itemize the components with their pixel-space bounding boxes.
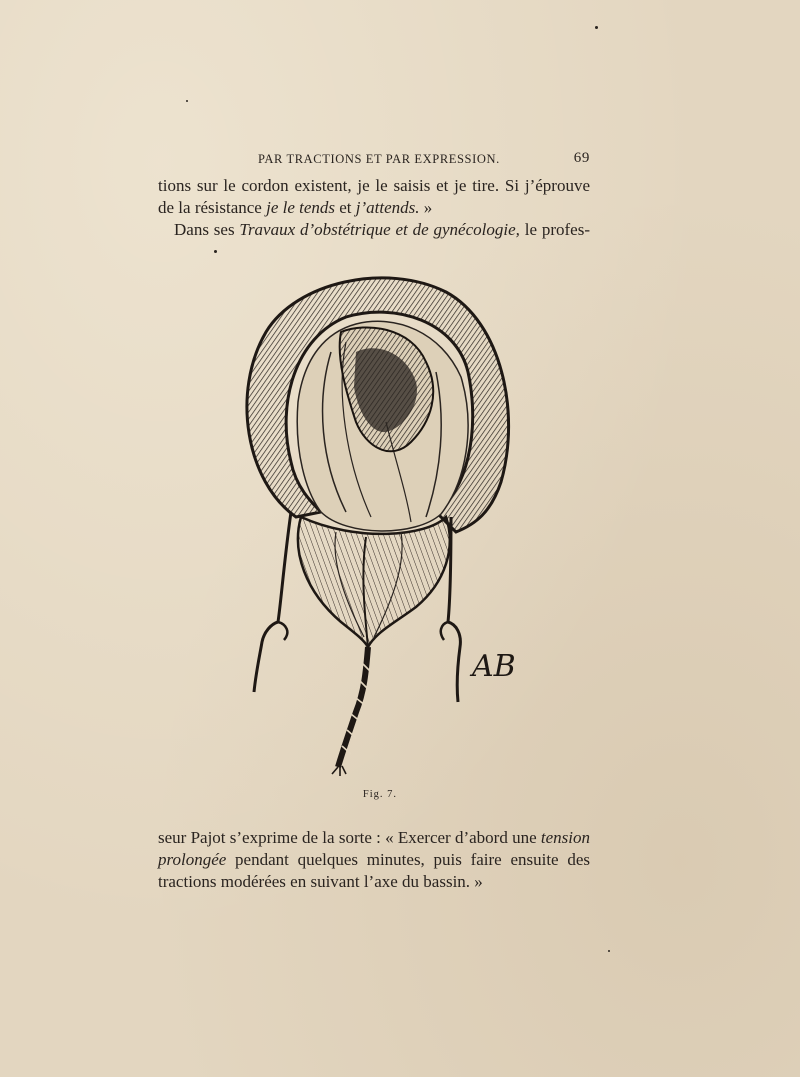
text-run: » [419,198,433,217]
figure-caption: Fig. 7. [362,789,398,800]
bottom-paragraph [158,827,590,893]
italic-run: j’attends. [355,198,420,217]
text-run: seur Pajot s’exprime de la sorte : « Exercer d’abord une [158,828,541,847]
text-run: tions sur le cordon existent, je le saisis et je tire. Si j’éprouve [158,176,590,195]
text-run: pendant quelques minutes, puis faire ensuite des [226,850,590,869]
italic-run: tension [540,828,590,847]
running-title: PAR TRACTIONS ET PAR EXPRESSION. [258,152,500,166]
running-header [158,150,590,168]
italic-run: Travaux d’obstétrique et de gynécologie, [239,220,520,239]
text-line [158,827,590,849]
speck [186,100,188,102]
text-line [158,849,590,871]
text-line [158,197,590,219]
text-line [158,175,590,197]
text-run: de la résistance [158,198,267,217]
top-paragraph [158,175,590,241]
text-line [158,871,590,893]
text-run: et [335,198,356,217]
italic-run: je le tends [266,198,336,217]
text-run: Dans ses [174,220,240,239]
lower-lobes [298,517,450,647]
page-number: 69 [573,150,590,166]
text-run: tractions modérées en suivant l’axe du bassin. » [158,872,483,891]
speck [608,950,610,952]
placenta-illustration [236,262,526,782]
italic-run: prolongée [158,850,227,869]
text-line [158,219,590,241]
right-strand [448,517,460,702]
speck [214,250,217,253]
left-strand [254,512,291,692]
speck [595,26,598,29]
artist-monogram: AB [472,649,516,684]
text-run: le profes- [519,220,590,239]
